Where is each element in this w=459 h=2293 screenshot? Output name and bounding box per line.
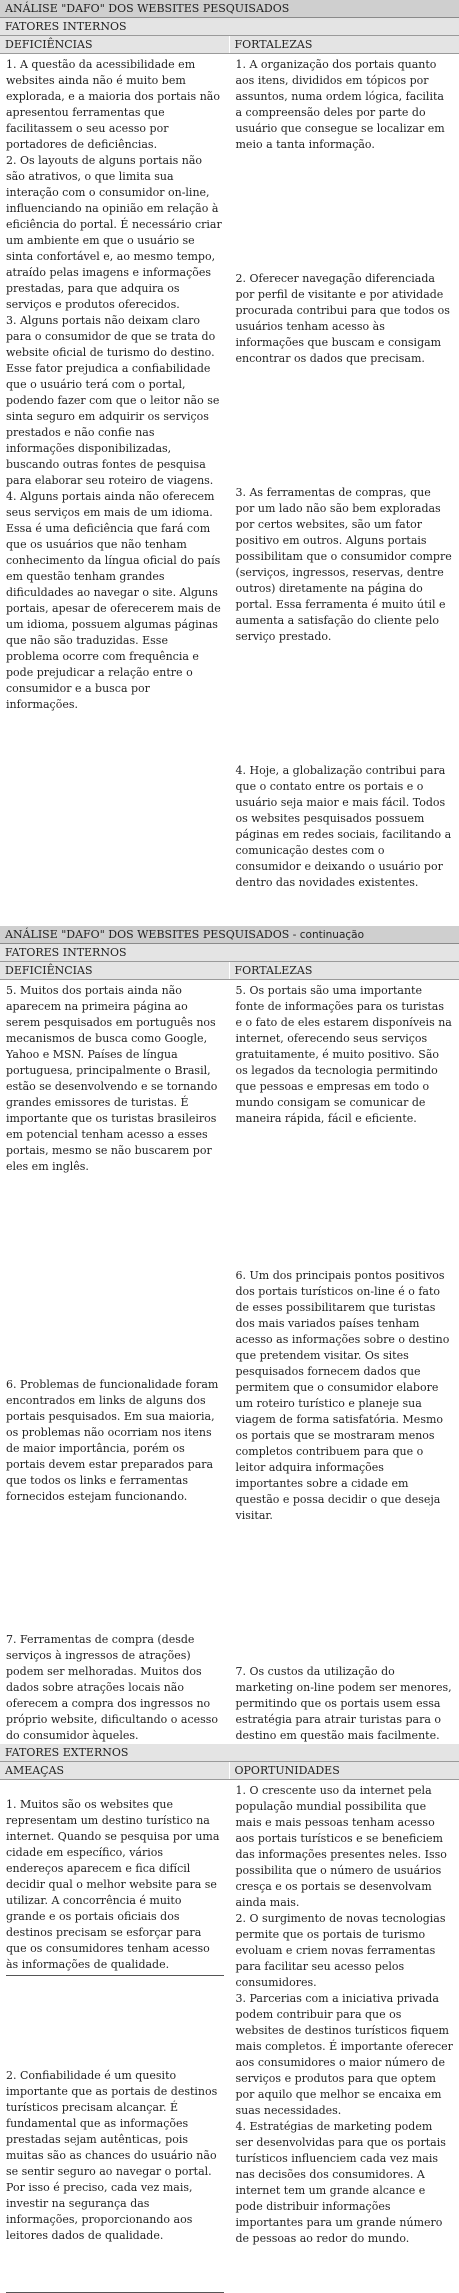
opportunity-item: 3. Parcerias com a iniciativa privada podem contribuir para que os websites de destinos turísticos fiquem mais completos. É importante oferecer aos consumidores o maior número de serviços e produtos para que optem por aquilo que melhor se encaixa em suas necessidades. <box>236 1991 454 2119</box>
threat-item: 2. Confiabilidade é um quesito importante que as portais de destinos turísticos precisam alcançar. É fundamental que as informações prestadas sejam autênticas, pois muitas são as chances do usuário não se sentir seguro ao navegar o portal. Por isso é preciso, cada vez mais, investir na segurança das informações, proporcionando aos leitores dados de qualidade. <box>6 2068 224 2244</box>
table-row-part1 <box>0 54 459 926</box>
table-title-continued <box>0 926 459 944</box>
section-internal-factors: FATORES INTERNOS <box>0 18 459 36</box>
threats-column <box>0 1780 230 2293</box>
table-title-text: ANÁLISE "DAFO" DOS WEBSITES PESQUISADOS <box>5 928 289 941</box>
column-header-strengths: FORTALEZAS <box>230 962 459 979</box>
column-header-strengths: FORTALEZAS <box>230 36 459 53</box>
weakness-item: 6. Problemas de funcionalidade foram encontrados em links de alguns dos portais pesquisados. Em sua maioria, os problemas não ocorriam nos itens de maior importância, porém os portais devem estar preparados para que todos os links e ferramentas fornecidos estejam funcionando. <box>6 1377 224 1505</box>
weaknesses-column <box>0 54 230 926</box>
column-header-weaknesses: DEFICIÊNCIAS <box>0 36 230 53</box>
weakness-item: 4. Alguns portais ainda não oferecem seus serviços em mais de um idioma. Essa é uma deficiência que fará com que os usuários que não tenham conhecimento da língua oficial do país em questão tenham grandes dificuldades ao navegar o site. Alguns portais, apesar de oferecerem mais de um idioma, possuem algumas páginas que não são traduzidas. Esse problema ocorre com frequência e pode prejudicar a relação entre o consumidor e a busca por informações. <box>6 489 224 713</box>
opportunity-item: 1. O crescente uso da internet pela população mundial possibilita que mais e mais pessoas tenham acesso aos portais turísticos e se beneficiem das informações presentes neles. Isso possibilita que o número de usuários cresça e os portais se desenvolvam ainda mais. <box>236 1783 454 1911</box>
opportunity-item: 2. O surgimento de novas tecnologias permite que os portais de turismo evoluam e criem novas ferramentas para facilitar seu acesso pelos consumidores. <box>236 1911 454 1991</box>
section-internal-factors: FATORES INTERNOS <box>0 944 459 962</box>
weakness-item: 5. Muitos dos portais ainda não aparecem na primeira página ao serem pesquisados em português nos mecanismos de busca como Google, Yahoo e MSN. Países de língua portuguesa, principalmente o Brasil, estão se desenvolvendo e se tornando grandes emissores de turistas. É importante que os turistas brasileiros em potencial tenham acesso a esses portais, mesmo se não buscarem por eles em inglês. <box>6 983 224 1175</box>
table-title-text: ANÁLISE "DAFO" DOS WEBSITES PESQUISADOS <box>5 2 289 15</box>
strength-item: 5. Os portais são uma importante fonte de informações para os turistas e o fato de eles estarem disponíveis na internet, oferecendo seus serviços gratuitamente, é muito positivo. São os legados da tecnologia permitindo que pessoas e empresas em todo o mundo consigam se comunicar de maneira rápida, fácil e eficiente. <box>236 983 454 1127</box>
strength-item: 2. Oferecer navegação diferenciada por perfil de visitante e por atividade procurada contribui para que todos os usuários tenham acesso às informações que buscam e consigam encontrar os dados que precisam. <box>236 271 454 367</box>
strength-item: 1. A organização dos portais quanto aos itens, divididos em tópicos por assuntos, numa ordem lógica, facilita a compreensão deles por parte do usuário que consegue se localizar em meio a tanta informação. <box>236 57 454 153</box>
table-row-part2 <box>0 980 459 1744</box>
weakness-item: 1. A questão da acessibilidade em websites ainda não é muito bem explorada, e a maioria dos portais não apresentou ferramentas que facilitassem o seu acesso por portadores de deficiências. <box>6 57 224 153</box>
strength-item: 7. Os custos da utilização do marketing on-line podem ser menores, permitindo que os portais usem essa estratégia para atrair turistas para o destino em questão mais facilmente. <box>236 1664 454 1744</box>
weakness-item: 7. Ferramentas de compra (desde serviços à ingressos de atrações) podem ser melhoradas. Muitos dos dados sobre atrações locais não oferecem a compra dos ingressos no próprio website, dificultando o acesso do consumidor àqueles. <box>6 1632 224 1744</box>
column-headers <box>0 36 459 54</box>
opportunity-item: 4. Estratégias de marketing podem ser desenvolvidas para que os portais turísticos influenciem cada vez mais nas decisões dos consumidores. A internet tem um grande alcance e pode distribuir informações importantes para um grande número de pessoas ao redor do mundo. <box>236 2119 454 2247</box>
weakness-item: 3. Alguns portais não deixam claro para o consumidor de que se trata do website oficial de turismo do destino. Esse fator prejudica a confiabilidade que o usuário terá com o portal, podendo fazer com que o leitor não se sinta seguro em adquirir os serviços prestados e não confie nas informações disponibilizadas, buscando outras fontes de pesquisa para elaborar seu roteiro de viagens. <box>6 313 224 489</box>
opportunities-column <box>230 1780 459 2293</box>
column-header-opportunities: OPORTUNIDADES <box>230 1762 459 1779</box>
strengths-column <box>230 54 459 926</box>
column-header-threats: AMEAÇAS <box>0 1762 230 1779</box>
table-row-external <box>0 1780 459 2293</box>
threat-item: 1. Muitos são os websites que representam um destino turístico na internet. Quando se pesquisa por uma cidade em específico, vários endereços aparecem e fica difícil decidir qual o melhor website para se utilizar. A concorrência é muito grande e os portais oficiais dos destinos precisam se esforçar para que os consumidores tenham acesso às informações de qualidade. <box>6 1797 224 1973</box>
column-header-weaknesses: DEFICIÊNCIAS <box>0 962 230 979</box>
strengths-column <box>230 980 459 1744</box>
weakness-item: 2. Os layouts de alguns portais não são atrativos, o que limita sua interação com o consumidor on-line, influenciando na opinião em relação à eficiência do portal. É necessário criar um ambiente em que o usuário se sinta confortável e, ao mesmo tempo, atraído pelas imagens e informações prestadas, para que adquira os serviços e produtos oferecidos. <box>6 153 224 313</box>
column-headers <box>0 1762 459 1780</box>
weaknesses-column <box>0 980 230 1744</box>
table-title <box>0 0 459 18</box>
strength-item: 3. As ferramentas de compras, que por um lado não são bem exploradas por certos websites, são um fator positivo em outros. Alguns portais possibilitam que o consumidor compre (serviços, ingressos, reservas, dentre outros) diretamente na página do portal. Essa ferramenta é muito útil e aumenta a satisfação do cliente pelo serviço prestado. <box>236 485 454 645</box>
continuation-label: - continuação <box>289 929 364 941</box>
strength-item: 4. Hoje, a globalização contribui para que o contato entre os portais e o usuário seja maior e mais fácil. Todos os websites pesquisados possuem páginas em redes sociais, facilitando a comunicação destes com o consumidor e deixando o usuário por dentro das novidades existentes. <box>236 763 454 891</box>
column-headers <box>0 962 459 980</box>
strength-item: 6. Um dos principais pontos positivos dos portais turísticos on-line é o fato de esses possibilitarem que turistas dos mais variados países tenham acesso as informações sobre o destino que pretendem visitar. Os sites pesquisados fornecem dados que permitem que o consumidor elabore um roteiro turístico e planeje sua viagem de forma satisfatória. Mesmo os portais que se mostraram menos completos contribuem para que o leitor adquira informações importantes sobre a cidade em questão e possa decidir o que deseja visitar. <box>236 1268 454 1524</box>
section-external-factors: FATORES EXTERNOS <box>0 1744 459 1762</box>
